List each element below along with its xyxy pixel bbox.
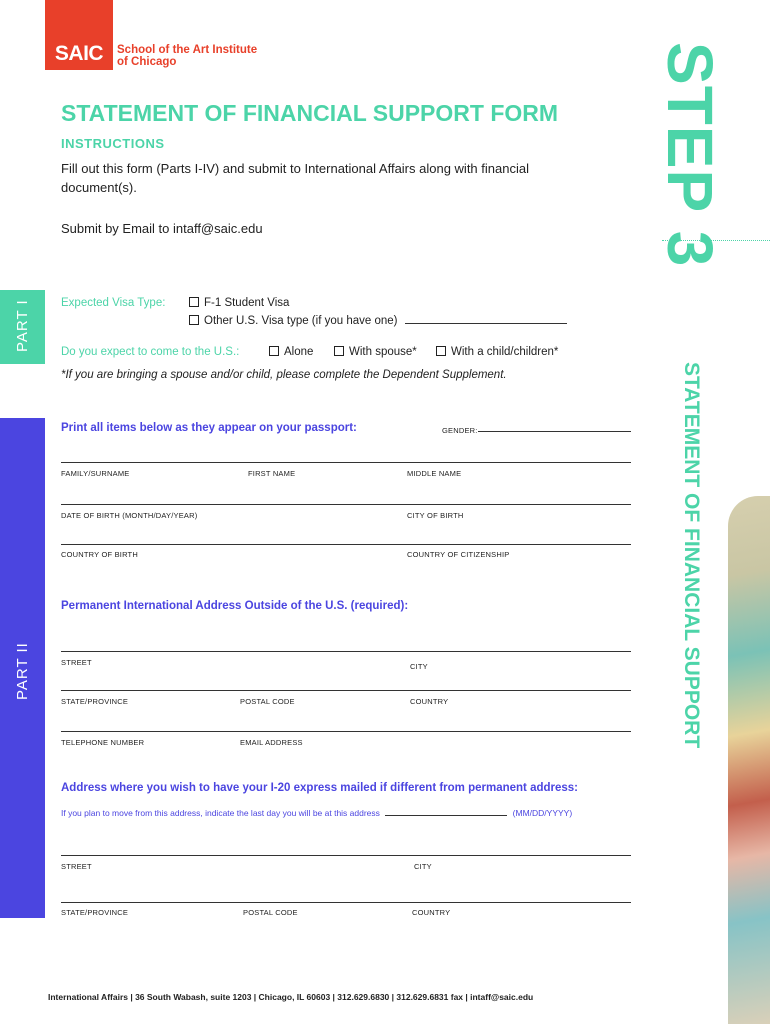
visa-option-f1-label: F-1 Student Visa [204,297,290,309]
email-label: EMAIL ADDRESS [240,738,303,747]
dob-field-line[interactable] [61,504,631,505]
come-alone-label: Alone [284,346,314,358]
visa-type-label: Expected Visa Type: [61,297,166,309]
gender-field[interactable] [478,431,631,432]
saic-logo-mark: SAIC [45,0,113,70]
street2-label: STREET [61,862,92,871]
city-label: CITY [410,662,428,671]
dob-label: DATE OF BIRTH (MONTH/DAY/YEAR) [61,511,198,520]
state2-field-line[interactable] [61,902,631,903]
city-of-birth-label: CITY OF BIRTH [407,511,464,520]
country2-label: COUNTRY [412,908,451,917]
phone-field-line[interactable] [61,731,631,732]
name-field-line[interactable] [61,462,631,463]
state2-label: STATE/PROVINCE [61,908,129,917]
street-label: STREET [61,658,92,667]
postal-code-label: POSTAL CODE [240,697,295,706]
school-name [117,44,257,68]
first-name-label: FIRST NAME [248,469,296,478]
move-date-text: If you plan to move from this address, indicate the last day you will be at this address [61,808,380,818]
dotted-divider [662,240,770,241]
checkbox-spouse[interactable] [334,346,344,356]
family-name-label: FAMILY/SURNAME [61,469,130,478]
part-2-label: PART II [14,642,31,700]
city2-label: CITY [414,862,432,871]
checkbox-f1[interactable] [189,297,199,307]
country-field-line[interactable] [61,544,631,545]
visa-option-other-label: Other U.S. Visa type (if you have one) [204,315,398,327]
middle-name-label: MIDDLE NAME [407,469,462,478]
come-child-label: With a child/children* [451,346,559,358]
street-field-line[interactable] [61,651,631,652]
dependent-note: *If you are bringing a spouse and/or child, please complete the Dependent Supplement. [61,369,507,381]
visa-option-other[interactable] [189,315,567,327]
date-format-hint: (MM/DD/YYYY) [512,808,573,818]
part-1-label: PART I [14,299,31,352]
instructions-text: Fill out this form (Parts I-IV) and submit to International Affairs along with financial document(s). [61,161,529,195]
submit-text: Submit by Email to intaff@saic.edu [61,221,263,236]
part-2-bar [0,418,45,918]
school-name-line2: of Chicago [117,56,177,68]
street2-field-line[interactable] [61,855,631,856]
form-title: STATEMENT OF FINANCIAL SUPPORT FORM [61,100,559,126]
state-field-line[interactable] [61,690,631,691]
checkbox-child[interactable] [436,346,446,356]
checkbox-other-visa[interactable] [189,315,199,325]
part-1-bar [0,290,45,364]
footer-contact: International Affairs | 36 South Wabash, suite 1203 | Chicago, IL 60603 | 312.629.6830 | 312.629.6831 fax | intaff@saic.edu [48,992,534,1002]
come-spouse-option[interactable] [334,346,417,358]
i20-address-heading: Address where you wish to have your I-20 express mailed if different from permanent address: [61,782,579,794]
passport-heading: Print all items below as they appear on your passport: [61,422,357,434]
postal2-label: POSTAL CODE [243,908,298,917]
country-of-birth-label: COUNTRY OF BIRTH [61,550,138,559]
state-label: STATE/PROVINCE [61,697,129,706]
move-date-row [61,808,572,818]
step-text: STEP 3 [654,42,726,268]
telephone-label: TELEPHONE NUMBER [61,738,145,747]
other-visa-field[interactable] [405,323,567,324]
come-to-us-label: Do you expect to come to the U.S.: [61,346,240,358]
permanent-address-heading: Permanent International Address Outside of the U.S. (required): [61,600,409,612]
side-title [652,362,712,749]
school-name-line1: School of the Art Institute [117,44,258,56]
side-title-text: STATEMENT OF FINANCIAL SUPPORT [680,362,703,749]
decorative-artwork [728,496,770,1024]
country-of-citizenship-label: COUNTRY OF CITIZENSHIP [407,550,510,559]
country-label: COUNTRY [410,697,449,706]
visa-option-f1[interactable] [189,297,289,309]
come-spouse-label: With spouse* [349,346,417,358]
checkbox-alone[interactable] [269,346,279,356]
step-label [654,42,726,342]
move-date-field[interactable] [385,815,507,816]
come-child-option[interactable] [436,346,558,358]
come-alone-option[interactable] [269,346,313,358]
gender-label: GENDER: [442,426,478,435]
instructions-heading: INSTRUCTIONS [61,136,165,151]
